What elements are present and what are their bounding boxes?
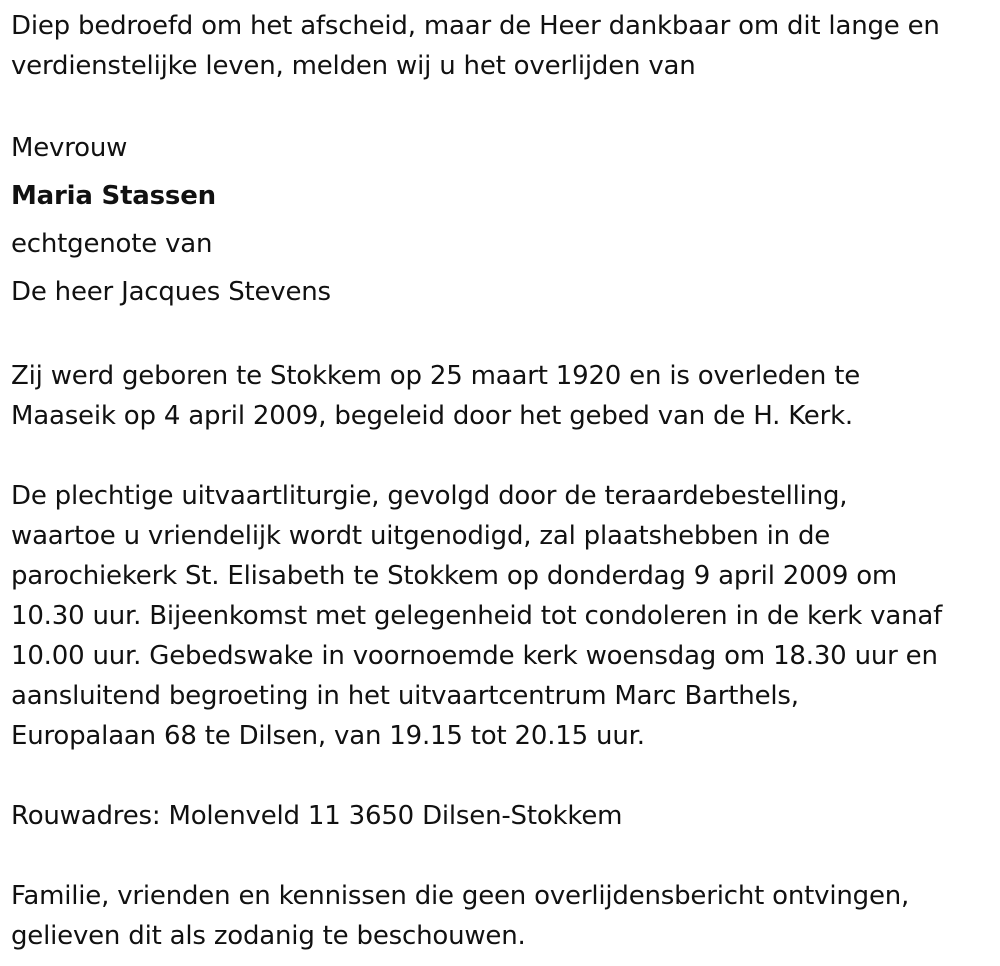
birth-death-line: Zij werd geboren te Stokkem op 25 maart 1920 en is overleden te: [11, 361, 860, 391]
intro-line: verdienstelijke leven, melden wij u het overlijden van: [11, 51, 696, 81]
paragraph-gap: [11, 436, 1000, 476]
funeral-line: parochiekerk St. Elisabeth te Stokkem op donderdag 9 april 2009 om: [11, 561, 898, 591]
funeral-line: De plechtige uitvaartliturgie, gevolgd door de teraardebestelling,: [11, 481, 848, 511]
paragraph-gap: [11, 86, 1000, 126]
closing-line: gelieven dit als zodanig te beschouwen.: [11, 921, 526, 951]
paragraph-gap: [11, 756, 1000, 796]
funeral-line: waartoe u vriendelijk wordt uitgenodigd, zal plaatshebben in de: [11, 521, 831, 551]
funeral-line: aansluitend begroeting in het uitvaartcentrum Marc Barthels,: [11, 681, 799, 711]
closing-line: Familie, vrienden en kennissen die geen overlijdensbericht ontvingen,: [11, 881, 910, 911]
spouse-name: De heer Jacques Stevens: [11, 277, 331, 307]
intro-line: Diep bedroefd om het afscheid, maar de Heer dankbaar om dit lange en: [11, 11, 940, 41]
funeral-line: Europalaan 68 te Dilsen, van 19.15 tot 20.15 uur.: [11, 721, 645, 751]
closing-paragraph: [11, 876, 1000, 956]
deceased-name: Maria Stassen: [11, 181, 216, 211]
paragraph-gap: [11, 836, 1000, 876]
birth-death-line: Maaseik op 4 april 2009, begeleid door het gebed van de H. Kerk.: [11, 401, 854, 431]
honorific: Mevrouw: [11, 133, 128, 163]
relation-label: echtgenote van: [11, 229, 213, 259]
funeral-line: 10.30 uur. Bijeenkomst met gelegenheid tot condoleren in de kerk vanaf: [11, 601, 943, 631]
intro-paragraph: [11, 6, 1000, 86]
funeral-line: 10.00 uur. Gebedswake in voornoemde kerk woensdag om 18.30 uur en: [11, 641, 938, 671]
mourning-address: Rouwadres: Molenveld 11 3650 Dilsen-Stokkem: [11, 801, 623, 831]
birth-death-paragraph: [11, 356, 1000, 436]
paragraph-gap: [11, 316, 1000, 356]
address-paragraph: [11, 796, 1000, 836]
deceased-name-block: [11, 124, 1000, 316]
funeral-paragraph: [11, 476, 1000, 756]
